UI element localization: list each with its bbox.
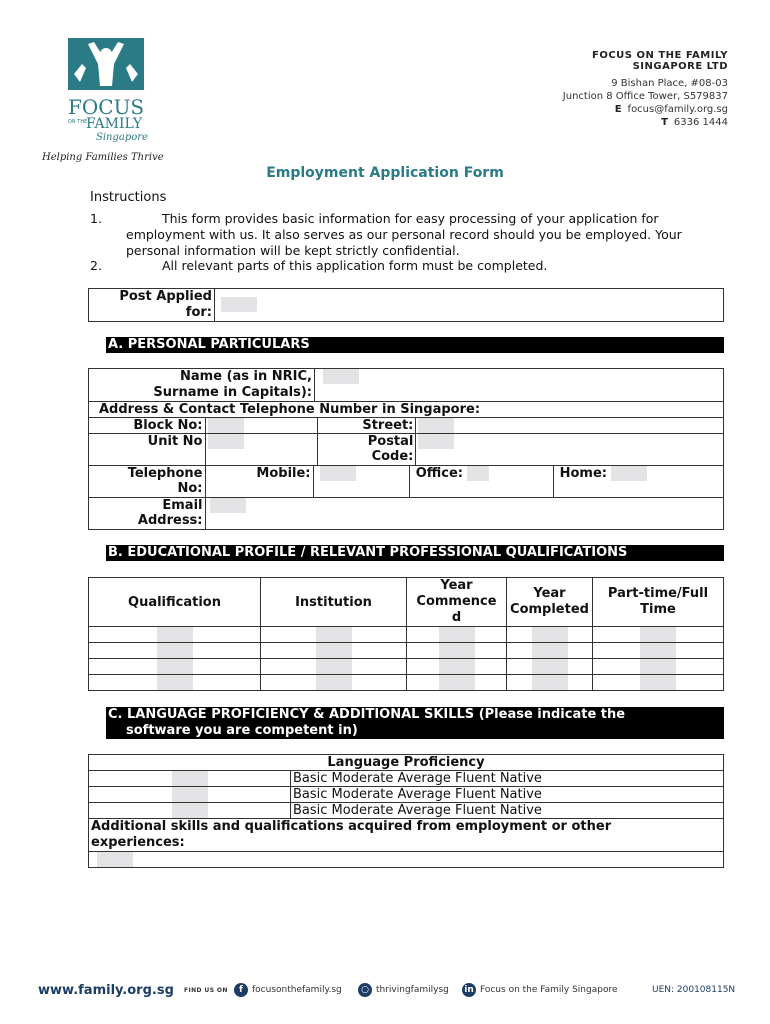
personal-particulars-table [88, 368, 724, 530]
edu-cell [407, 627, 507, 643]
unit-cell [205, 434, 315, 465]
edu-parttime-input[interactable] [640, 659, 676, 674]
language-levels[interactable]: Basic Moderate Average Fluent Native [291, 803, 724, 819]
edu-commenced-input[interactable] [439, 643, 475, 658]
col-year-completed-1: Year [533, 586, 566, 601]
telephone-label-2: No: [177, 481, 203, 496]
home-cell [609, 466, 723, 497]
edu-qualification-input[interactable] [157, 627, 193, 642]
language-table [88, 754, 724, 868]
office-input[interactable] [467, 466, 489, 481]
name-label-2: Surname in Capitals): [153, 385, 312, 400]
instagram-icon[interactable]: ○ [358, 983, 372, 997]
unit-label: Unit No [147, 434, 203, 449]
email-cell [205, 498, 723, 529]
language-name-input[interactable] [172, 787, 208, 802]
language-name-input[interactable] [172, 771, 208, 786]
edu-completed-input[interactable] [532, 659, 568, 674]
logo-on-the: ON THE [68, 119, 88, 125]
postal-input[interactable] [418, 434, 454, 449]
postal-label-1: Postal [367, 434, 414, 449]
mobile-input[interactable] [320, 466, 356, 481]
col-year-commenced-3: d [451, 610, 462, 625]
org-name-2: SINGAPORE LTD [632, 61, 728, 72]
postal-inner [318, 434, 723, 465]
col-institution: Institution [261, 578, 407, 627]
office-label: Office: [409, 466, 465, 497]
instruction-2-line1: All relevant parts of this application form must be completed. [162, 258, 548, 273]
col-parttime-1: Part-time/Full [607, 586, 709, 601]
org-email-label: E [614, 104, 622, 115]
education-row [89, 643, 724, 659]
edu-qualification-input[interactable] [157, 675, 193, 690]
email-label-2: Address: [137, 513, 203, 528]
org-address-2: Junction 8 Office Tower, S579837 [562, 91, 728, 102]
logo-word-family: FAMILY [86, 116, 143, 132]
language-name-cell [89, 803, 291, 819]
org-address-1: 9 Bishan Place, #08-03 [611, 78, 728, 89]
edu-cell [593, 643, 724, 659]
col-parttime-2: Time [640, 602, 676, 617]
edu-cell [507, 659, 593, 675]
footer-find-us: FIND US ON [184, 987, 228, 994]
col-year-commenced-2: Commence [416, 594, 497, 609]
instruction-1-line3: personal information will be kept strictly confidential. [126, 243, 460, 258]
education-row [89, 675, 724, 691]
edu-parttime-input[interactable] [640, 627, 676, 642]
section-c-title [106, 707, 724, 739]
edu-parttime-input[interactable] [640, 643, 676, 658]
col-qualification: Qualification [89, 578, 261, 627]
footer [38, 983, 738, 1003]
edu-cell [507, 643, 593, 659]
edu-cell [593, 659, 724, 675]
edu-institution-input[interactable] [316, 627, 352, 642]
street-row [317, 418, 723, 434]
language-name-input[interactable] [172, 803, 208, 818]
post-applied-cell [215, 289, 724, 322]
post-applied-input[interactable] [221, 297, 257, 312]
linkedin-icon[interactable]: in [462, 983, 476, 997]
org-phone-label: T [661, 117, 668, 128]
name-cell [315, 369, 724, 402]
education-table [88, 577, 724, 691]
post-applied-label-2: for: [185, 305, 212, 320]
edu-cell [261, 659, 407, 675]
instruction-1-num: 1. [90, 211, 102, 226]
postal-label-2: Code: [371, 449, 414, 464]
mobile-cell [313, 466, 409, 497]
edu-commenced-input[interactable] [439, 675, 475, 690]
edu-cell [89, 643, 261, 659]
home-input[interactable] [611, 466, 647, 481]
block-inner [89, 418, 315, 433]
post-applied-table [88, 288, 724, 322]
col-year-commenced-1: Year [440, 578, 473, 593]
street-input[interactable] [418, 418, 454, 433]
block-label: Block No: [133, 418, 203, 433]
footer-website[interactable]: www.family.org.sg [38, 983, 174, 998]
telephone-row [89, 466, 724, 498]
language-row [89, 771, 724, 787]
section-a-title: A. PERSONAL PARTICULARS [106, 337, 724, 353]
focus-on-the-family-logo [40, 34, 180, 164]
org-contact-block [563, 50, 728, 128]
additional-skills-label [89, 819, 724, 852]
email-row [89, 498, 724, 530]
postal-row [317, 434, 723, 466]
instruction-1-line2: employment with us. It also serves as our personal record should you be employed. Your [126, 227, 682, 242]
edu-cell [89, 675, 261, 691]
edu-commenced-input[interactable] [439, 627, 475, 642]
org-email-line [563, 104, 728, 115]
edu-institution-input[interactable] [316, 643, 352, 658]
org-email[interactable]: focus@family.org.sg [627, 104, 728, 115]
edu-institution-input[interactable] [316, 675, 352, 690]
language-name-cell [89, 787, 291, 803]
logo-word-singapore: Singapore [96, 132, 148, 143]
edu-completed-input[interactable] [532, 675, 568, 690]
col-year-completed-2: Completed [510, 602, 589, 617]
block-row-left [89, 418, 318, 434]
form-title: Employment Application Form [266, 165, 504, 181]
unit-input[interactable] [208, 434, 244, 449]
instruction-1-line1: This form provides basic information for easy processing of your application for [162, 211, 659, 226]
section-c-title-1: C. LANGUAGE PROFICIENCY & ADDITIONAL SKILLS (Please indicate the [108, 707, 626, 722]
language-row [89, 787, 724, 803]
email-label-1: Email [162, 498, 203, 513]
additional-skills-label-1: Additional skills and qualifications acquired from employment or other [91, 819, 612, 834]
language-heading: Language Proficiency [89, 755, 724, 771]
post-applied-label [89, 289, 215, 322]
street-inner [318, 418, 723, 433]
edu-qualification-input[interactable] [157, 659, 193, 674]
postal-label [318, 434, 416, 465]
post-applied-label-1: Post Applied [119, 289, 212, 304]
edu-cell [407, 659, 507, 675]
edu-cell [593, 675, 724, 691]
mobile-label: Mobile: [205, 466, 313, 497]
block-input[interactable] [208, 418, 244, 433]
edu-cell [593, 627, 724, 643]
section-b-title: B. EDUCATIONAL PROFILE / RELEVANT PROFESSIONAL QUALIFICATIONS [106, 545, 724, 561]
language-name-cell [89, 771, 291, 787]
org-phone-line [563, 117, 728, 128]
instructions-heading: Instructions [90, 190, 167, 205]
name-label-1: Name (as in NRIC, [180, 369, 312, 384]
edu-cell [407, 675, 507, 691]
address-heading: Address & Contact Telephone Number in Singapore: [89, 402, 724, 418]
edu-cell [89, 659, 261, 675]
telephone-label [89, 466, 205, 497]
edu-cell [261, 627, 407, 643]
org-phone: 6336 1444 [673, 117, 728, 128]
footer-uen: UEN: 200108115N [652, 985, 736, 995]
col-year-completed [507, 578, 593, 627]
footer-instagram[interactable]: thrivingfamilysg [376, 985, 449, 995]
edu-cell [507, 675, 593, 691]
instruction-2-num: 2. [90, 258, 102, 273]
section-c-title-2: software you are competent in) [126, 723, 358, 738]
footer-facebook[interactable]: focusonthefamily.sg [252, 985, 342, 995]
logo-word-focus: FOCUS [68, 95, 145, 119]
education-row [89, 627, 724, 643]
edu-cell [261, 675, 407, 691]
email-inner [89, 498, 723, 529]
logo-tagline: Helping Families Thrive [42, 152, 164, 163]
edu-cell [507, 627, 593, 643]
additional-skills-input[interactable] [97, 852, 133, 867]
postal-cell [416, 434, 723, 465]
office-cell [465, 466, 553, 497]
footer-linkedin[interactable]: Focus on the Family Singapore [480, 985, 618, 995]
street-cell [416, 418, 723, 433]
edu-institution-input[interactable] [316, 659, 352, 674]
col-parttime [593, 578, 724, 627]
block-cell [205, 418, 315, 433]
language-levels[interactable]: Basic Moderate Average Fluent Native [291, 787, 724, 803]
edu-qualification-input[interactable] [157, 643, 193, 658]
email-label [89, 498, 205, 529]
facebook-icon[interactable]: f [234, 983, 248, 997]
email-input[interactable] [210, 498, 246, 513]
edu-cell [261, 643, 407, 659]
additional-skills-cell [89, 852, 724, 868]
org-name-1: FOCUS ON THE FAMILY [592, 50, 728, 61]
name-input[interactable] [323, 369, 359, 384]
language-levels[interactable]: Basic Moderate Average Fluent Native [291, 771, 724, 787]
edu-cell [407, 643, 507, 659]
telephone-label-1: Telephone [127, 466, 203, 481]
street-label: Street: [362, 418, 414, 433]
edu-completed-input[interactable] [532, 627, 568, 642]
home-label: Home: [553, 466, 609, 497]
edu-completed-input[interactable] [532, 643, 568, 658]
edu-cell [89, 627, 261, 643]
additional-skills-label-2: experiences: [91, 835, 185, 850]
education-row [89, 659, 724, 675]
telephone-inner [89, 466, 723, 497]
edu-parttime-input[interactable] [640, 675, 676, 690]
col-year-commenced [407, 578, 507, 627]
unit-inner [89, 434, 315, 465]
edu-commenced-input[interactable] [439, 659, 475, 674]
name-label [89, 369, 315, 402]
language-row [89, 803, 724, 819]
unit-row [89, 434, 318, 466]
